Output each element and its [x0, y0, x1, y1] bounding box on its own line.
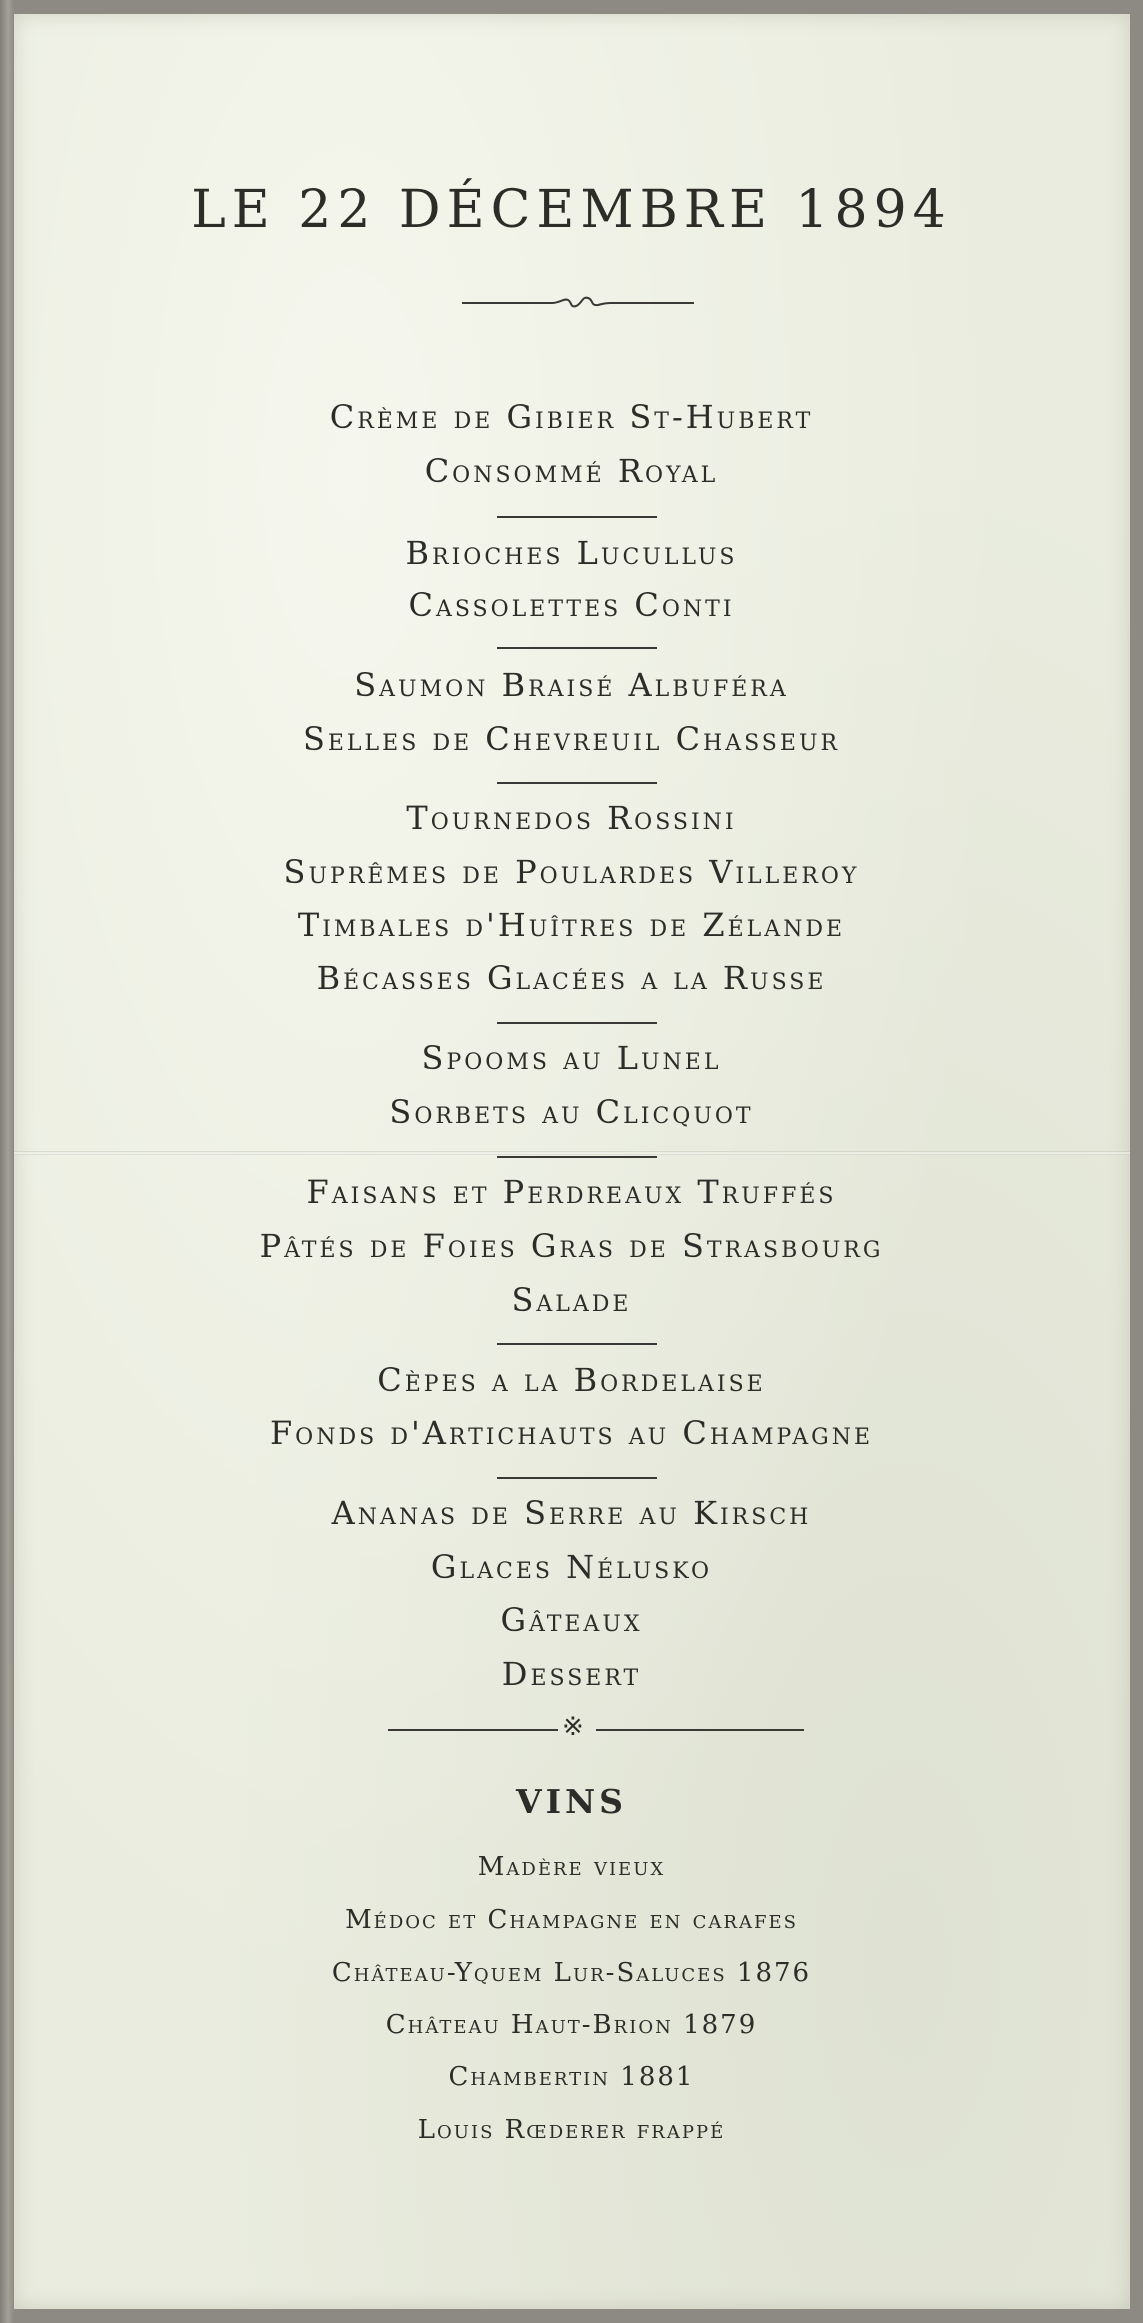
ornament-rule-right	[596, 1729, 804, 1731]
dish-item: Spooms au Lunel	[421, 1039, 722, 1077]
dish-item: Pâtés de Foies Gras de Strasbourg	[259, 1227, 884, 1265]
course-divider	[497, 1156, 657, 1158]
course-divider	[497, 1343, 657, 1345]
course-divider	[497, 782, 657, 784]
dish-item: Crème de Gibier St-Hubert	[329, 398, 814, 436]
card-fold	[14, 1151, 1130, 1155]
dish-item: Brioches Lucullus	[405, 534, 738, 572]
wine-item: Chambertin 1881	[448, 2062, 695, 2092]
dish-item: Cèpes a la Bordelaise	[377, 1361, 766, 1399]
flourish-icon	[460, 288, 696, 318]
dish-item: Faisans et Perdreaux Truffés	[306, 1173, 837, 1211]
wine-item: Château-Yquem Lur-Saluces 1876	[331, 1958, 812, 1988]
dish-item: Selles de Chevreuil Chasseur	[302, 720, 841, 758]
course-divider	[497, 1022, 657, 1024]
menu-date-title: LE 22 DÉCEMBRE 1894	[191, 180, 952, 240]
course-divider	[497, 1477, 657, 1479]
asterism-ornament-icon: ※	[562, 1712, 584, 1742]
dish-item: Timbales d'Huîtres de Zélande	[297, 906, 846, 944]
dish-item: Dessert	[501, 1655, 642, 1693]
dish-item: Glaces Nélusko	[430, 1548, 713, 1586]
wine-item: Madère vieux	[477, 1852, 666, 1882]
wine-item: Médoc et Champagne en carafes	[345, 1905, 798, 1935]
dish-item: Cassolettes Conti	[408, 586, 735, 624]
dish-item: Saumon Braisé Albuféra	[354, 666, 789, 704]
course-divider	[497, 516, 657, 518]
dish-item: Suprêmes de Poulardes Villeroy	[283, 853, 860, 891]
wine-item: Louis Rœderer frappé	[417, 2115, 726, 2145]
dish-item: Tournedos Rossini	[406, 799, 737, 837]
wine-item: Château Haut-Brion 1879	[385, 2010, 758, 2040]
dish-item: Gâteaux	[500, 1601, 643, 1639]
dish-item: Consommé Royal	[424, 452, 719, 490]
wine-heading: VINS	[515, 1782, 628, 1821]
dish-item: Bécasses Glacées a la Russe	[316, 959, 827, 997]
dish-item: Salade	[511, 1281, 632, 1319]
dish-item: Ananas de Serre au Kirsch	[331, 1494, 812, 1532]
course-divider	[497, 647, 657, 649]
dish-item: Fonds d'Artichauts au Champagne	[269, 1414, 874, 1452]
ornament-rule-left	[388, 1729, 558, 1731]
dish-item: Sorbets au Clicquot	[389, 1093, 754, 1131]
